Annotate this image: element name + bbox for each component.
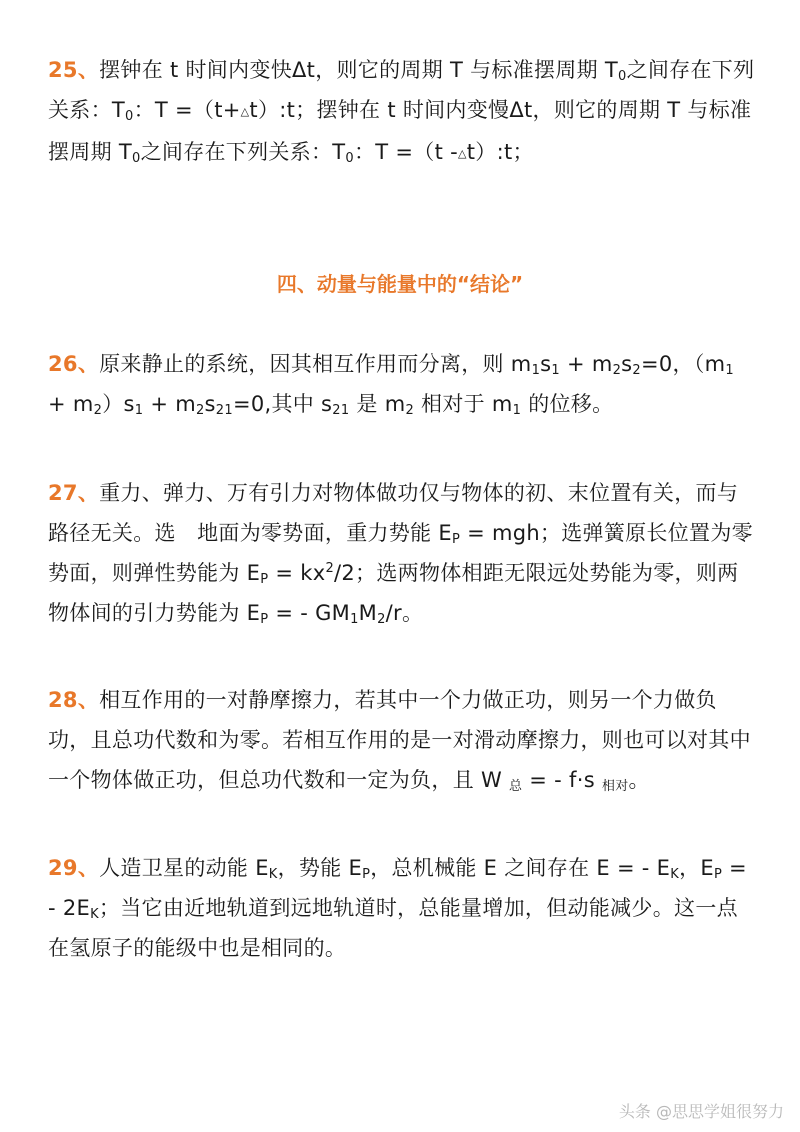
conclusion-item-29: 29、人造卫星的动能 $E_K$，势能 $E_P$，总机械能 E 之间存在 E = - $E_K$，$E_P$ = - $2E_K$；当它由近地轨道到远地轨道时，总能量增加，但动能减少。这一点在氢原子的能级中也是相同的。 bbox=[48, 856, 747, 960]
section-heading: 四、动量与能量中的“结论” bbox=[276, 272, 524, 296]
conclusion-item-27: 27、重力、弹力、万有引力对物体做功仅与物体的初、末位置有关，而与路径无关。选 地面为零势面，重力势能 $E_P$ = mgh；选弹簧原长位置为零势面，则弹性势能为 $E_P = kx^2/2$；选两物体相距无限远处势能为零，则两物体间的引力势能为 $E_P$ = - $GM_1M_2/r$。 bbox=[48, 481, 753, 627]
item-number: 26、 bbox=[48, 352, 100, 376]
item-number: 29、 bbox=[48, 856, 100, 880]
conclusion-item-25: 25、摆钟在 t 时间内变快Δt，则它的周期 T 与标准摆周期 $T_0$之间存在下列关系：$T_0$：T =（t+△t）:t；摆钟在 t 时间内变慢Δt，则它的周期 T 与标准摆周期 $T_0$之间存在下列关系：$T_0$：T =（t -△t）:t； bbox=[48, 58, 755, 166]
item-number: 27、 bbox=[48, 481, 100, 505]
item-number: 25、 bbox=[48, 58, 100, 82]
conclusion-item-26: 26、原来静止的系统，因其相互作用而分离，则 $m_1s_1 + m_2s_2=0$，$(m_1 + m_2)s_1 + m_2s_{21}=0$,其中 $s_{21}$ 是 $m_2$ 相对于 $m_1$ 的位移。 bbox=[48, 352, 734, 418]
conclusion-item-28: 28、相互作用的一对静摩擦力，若其中一个力做正功，则另一个力做负功，且总功代数和为零。若相互作用的是一对滑动摩擦力，则也可以对其中一个物体做正功，但总功代数和一定为负，且 W 总 = - f·s 相对。 bbox=[48, 688, 751, 794]
watermark: 头条 @思思学姐很努力 bbox=[618, 1102, 784, 1121]
item-number: 28、 bbox=[48, 688, 100, 712]
